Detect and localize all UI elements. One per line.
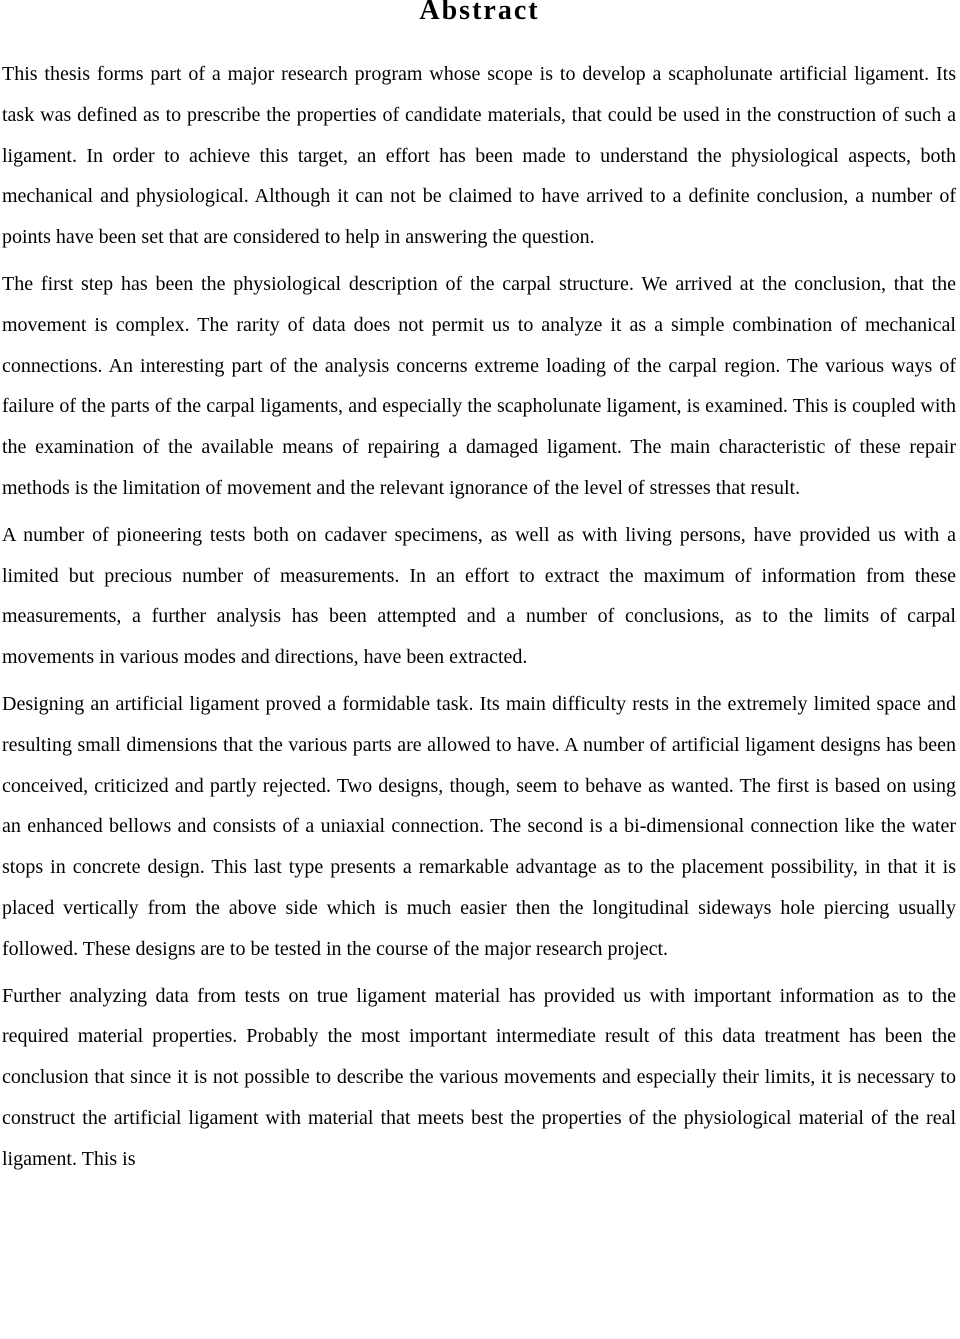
page-title: Abstract [419, 0, 540, 26]
paragraph-4: Designing an artificial ligament proved a formidable task. Its main difficulty rests in the extremely limited space and resulting small dimensions that the various parts are allowed to have. A number of artificial ligament designs has been conceived, criticized and partly rejected. Two designs, though, seem to behave as wanted. The first is based on using an enhanced bellows and consists of a uniaxial connection. The second is a bi-dimensional connection like the water stops in concrete design. This last type presents a remarkable advantage as to the placement possibility, in that it is placed vertically from the above side which is much easier then the longitudinal sideways hole piercing usually followed. These designs are to be tested in the course of the major research project. [2, 692, 956, 960]
paragraph-5: Further analyzing data from tests on true ligament material has provided us with important information as to the required material properties. Probably the most important intermediate result of this data treatment has been the conclusion that since it is not possible to describe the various movements and especially their limits, it is necessary to construct the artificial ligament with material that meets best the properties of the physiological material of the real ligament. This is [2, 984, 956, 1170]
paragraph-2: The first step has been the physiological description of the carpal structure. We arrived at the conclusion, that the movement is complex. The rarity of data does not permit us to analyze it as a simple combination of mechanical connections. An interesting part of the analysis concerns extreme loading of the carpal region. The various ways of failure of the parts of the carpal ligaments, and especially the scapholunate ligament, is examined. This is coupled with the examination of the available means of repairing a damaged ligament. The main characteristic of these repair methods is the limitation of movement and the relevant ignorance of the level of stresses that result. [2, 272, 956, 499]
abstract-body [2, 54, 956, 1186]
paragraph-1: This thesis forms part of a major research program whose scope is to develop a scapholunate artificial ligament. Its task was defined as to prescribe the properties of candidate materials, that could be used in the construction of such a ligament. In order to achieve this target, an effort has been made to understand the physiological aspects, both mechanical and physiological. Although it can not be claimed to have arrived to a definite conclusion, a number of points have been set that are considered to help in answering the question. [2, 63, 956, 249]
paragraph-3: A number of pioneering tests both on cadaver specimens, as well as with living persons, have provided us with a limited but precious number of measurements. In an effort to extract the maximum of information from these measurements, a further analysis has been attempted and a number of conclusions, as to the limits of carpal movements in various modes and directions, have been extracted. [2, 523, 956, 669]
